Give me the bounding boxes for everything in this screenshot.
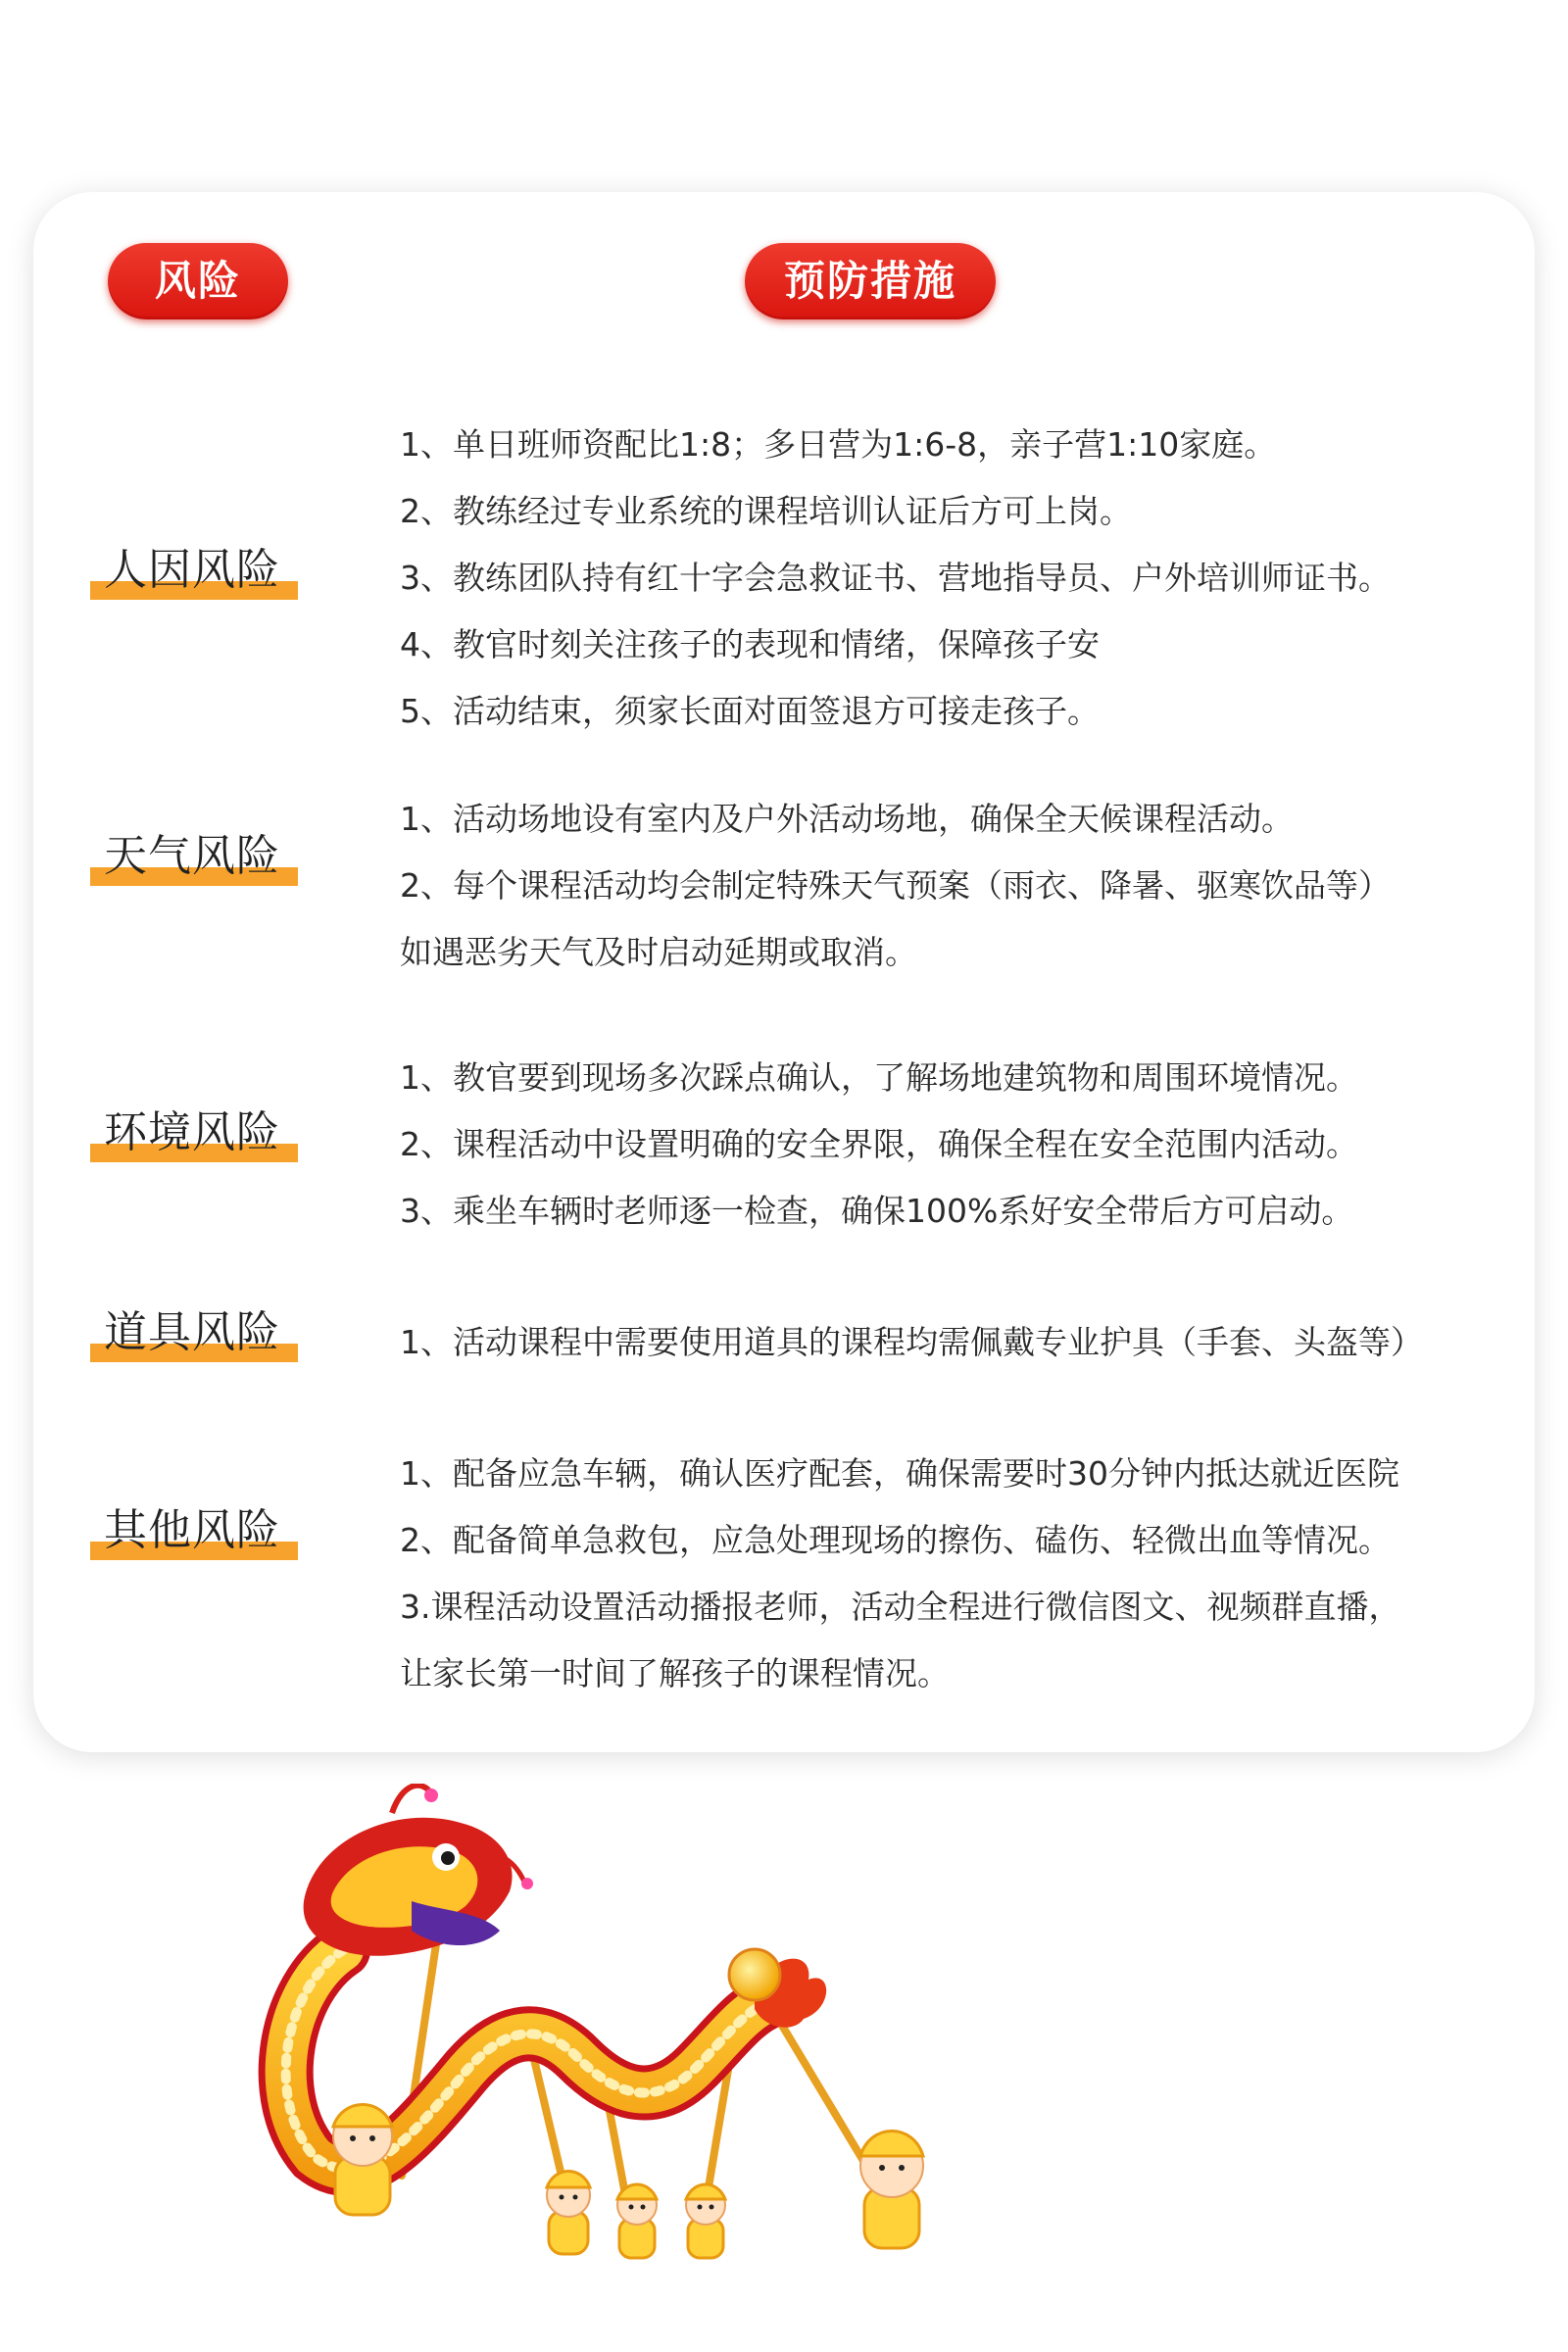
- measure-line: 1、活动课程中需要使用道具的课程均需佩戴专业护具（手套、头盔等）: [400, 1323, 1423, 1361]
- category-label: 其他风险: [104, 1505, 280, 1555]
- category-label: 人因风险: [104, 545, 280, 595]
- category-weather-risk: [90, 831, 298, 886]
- category-human-risk: [90, 545, 298, 600]
- measure-line: 如遇恶劣天气及时启动延期或取消。: [400, 933, 917, 971]
- measure-line: 3、乘坐车辆时老师逐一检查，确保100%系好安全带后方可启动。: [400, 1192, 1354, 1230]
- measure-line: 4、教官时刻关注孩子的表现和情绪，保障孩子安: [400, 625, 1100, 663]
- measure-line: 2、配备简单急救包，应急处理现场的擦伤、磕伤、轻微出血等情况。: [400, 1521, 1391, 1559]
- category-equipment-risk: [90, 1307, 298, 1362]
- measure-line: 3、教练团队持有红十字会急救证书、营地指导员、户外培训师证书。: [400, 559, 1391, 597]
- measure-line: 3.课程活动设置活动播报老师，活动全程进行微信图文、视频群直播，: [400, 1588, 1401, 1626]
- measure-line: 2、每个课程活动均会制定特殊天气预案（雨衣、降暑、驱寒饮品等）: [400, 866, 1391, 905]
- measure-line: 1、活动场地设有室内及户外活动场地，确保全天候课程活动。: [400, 800, 1294, 838]
- measure-line: 5、活动结束，须家长面对面签退方可接走孩子。: [400, 692, 1100, 730]
- risk-header-badge: 风险: [108, 243, 288, 319]
- measure-line: 1、配备应急车辆，确认医疗配套，确保需要时30分钟内抵达就近医院: [400, 1454, 1399, 1493]
- measure-line: 1、教官要到现场多次踩点确认，了解场地建筑物和周围环境情况。: [400, 1058, 1358, 1097]
- category-other-risk: [90, 1505, 298, 1560]
- measure-line: 让家长第一时间了解孩子的课程情况。: [400, 1654, 950, 1692]
- measure-line: 1、单日班师资配比1:8；多日营为1:6-8，亲子营1:10家庭。: [400, 425, 1277, 464]
- dragon-head: [304, 1786, 533, 1956]
- pearl-ball: [729, 1949, 780, 2000]
- category-label: 天气风险: [104, 831, 280, 881]
- measure-line: 2、教练经过专业系统的课程培训认证后方可上岗。: [400, 492, 1132, 530]
- category-environment-risk: [90, 1107, 298, 1162]
- prevention-header-badge: 预防措施: [745, 243, 996, 319]
- measure-line: 2、课程活动中设置明确的安全界限，确保全程在安全范围内活动。: [400, 1125, 1358, 1163]
- category-label: 道具风险: [104, 1307, 280, 1357]
- category-label: 环境风险: [104, 1107, 280, 1157]
- dragon-dance-illustration: [245, 1784, 1029, 2274]
